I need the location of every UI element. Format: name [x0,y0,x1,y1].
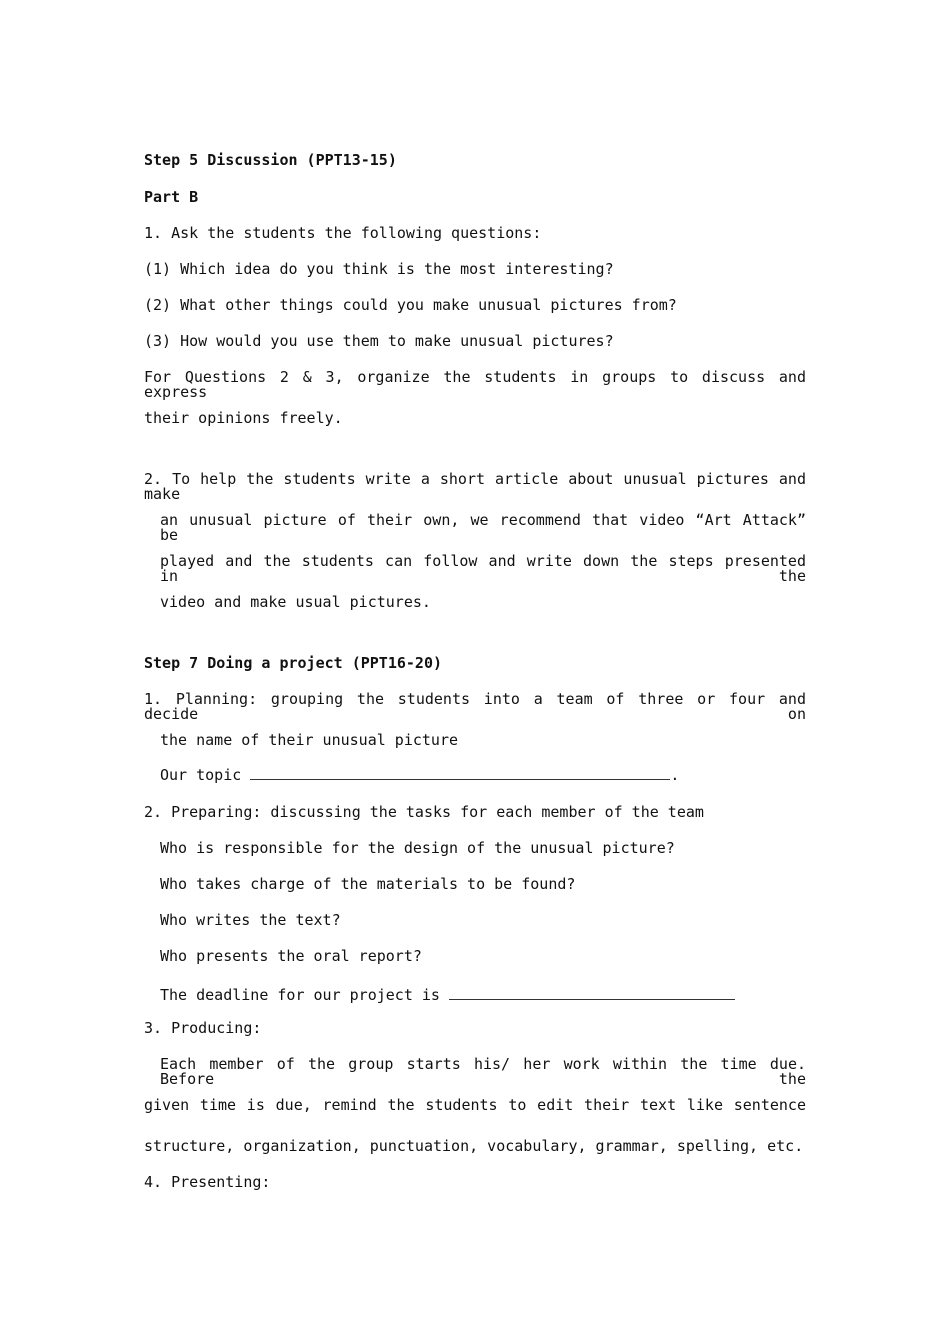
deadline-line [160,985,735,1003]
producing-heading: 3. Producing: [144,1019,262,1037]
producing-line1: Each member of the group starts his/ her work within the time due. Before the [160,1055,806,1088]
item2-line3: played and the students can follow and write down the steps presented in the [160,552,806,585]
presenting-heading: 4. Presenting: [144,1173,271,1191]
part-b-heading: Part B [144,188,199,206]
preparing-question: Who writes the text? [160,911,341,929]
preparing-question: Who is responsible for the design of the unusual picture? [160,839,675,857]
topic-label: Our topic [160,766,251,784]
topic-line [160,765,679,783]
deadline-label: The deadline for our project is [160,986,449,1004]
item2-line1: 2. To help the students write a short article about unusual pictures and make [144,470,806,503]
preparing-question: Who presents the oral report? [160,947,422,965]
item2-line4: video and make usual pictures. [160,593,431,611]
step7-heading: Step 7 Doing a project (PPT16-20) [144,654,443,672]
preparing-question: Who takes charge of the materials to be found? [160,875,576,893]
item1-intro: 1. Ask the students the following questions: [144,224,542,242]
producing-line2: given time is due, remind the students to edit their text like sentence [144,1096,806,1114]
question-1: (1) Which idea do you think is the most interesting? [144,260,614,278]
discussion-note-line2: their opinions freely. [144,409,343,427]
preparing-line1: 2. Preparing: discussing the tasks for each member of the team [144,803,704,821]
topic-period: . [670,766,680,784]
deadline-blank[interactable] [449,985,735,1000]
topic-blank[interactable] [250,765,670,780]
step5-heading: Step 5 Discussion (PPT13-15) [144,151,397,169]
planning-line1: 1. Planning: grouping the students into a team of three or four and decide on [144,690,806,723]
producing-line3: structure, organization, punctuation, vocabulary, grammar, spelling, etc. [144,1137,804,1155]
discussion-note-line1: For Questions 2 & 3, organize the students in groups to discuss and express [144,368,806,401]
question-3: (3) How would you use them to make unusual pictures? [144,332,614,350]
question-2: (2) What other things could you make unusual pictures from? [144,296,677,314]
planning-line2: the name of their unusual picture [160,731,459,749]
item2-line2: an unusual picture of their own, we recommend that video “Art Attack” be [160,511,806,544]
